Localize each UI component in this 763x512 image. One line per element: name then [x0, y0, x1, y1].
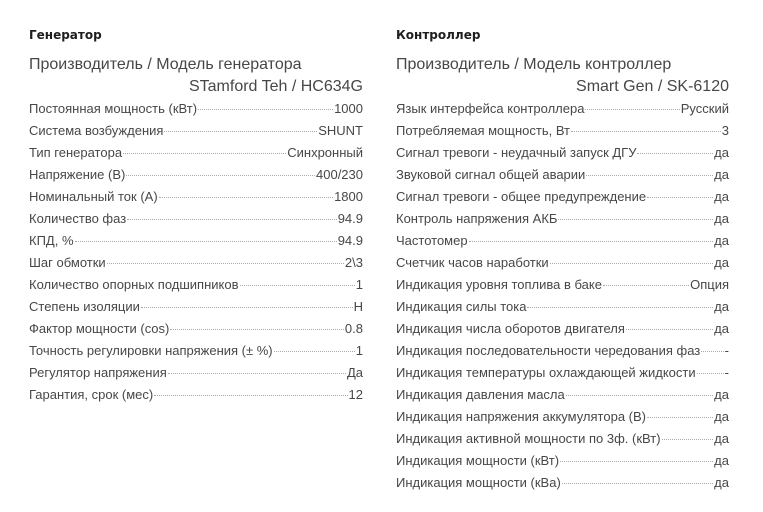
spec-value: да	[714, 409, 729, 424]
spec-row	[396, 98, 729, 120]
spec-label: Звуковой сигнал общей аварии	[396, 167, 586, 182]
dotted-leader	[168, 373, 346, 374]
spec-row	[396, 230, 729, 252]
spec-row	[396, 274, 729, 296]
spec-row	[29, 230, 363, 252]
spec-label: Шаг обмотки	[29, 255, 106, 270]
dotted-leader	[123, 153, 286, 154]
spec-label: Индикация последовательности чередования фаз	[396, 343, 701, 358]
dotted-leader	[566, 395, 713, 396]
spec-label: Постоянная мощность (кВт)	[29, 101, 198, 116]
generator-spec-list	[29, 54, 363, 98]
dotted-leader	[562, 483, 713, 484]
dotted-leader	[586, 175, 713, 176]
spec-label: Индикация напряжения аккумулятора (В)	[396, 409, 646, 424]
spec-label: Гарантия, срок (мес)	[29, 387, 154, 402]
spec-row	[29, 164, 363, 186]
spec-row	[396, 120, 729, 142]
spec-row	[396, 208, 729, 230]
spec-label: Количество опорных подшипников	[29, 277, 239, 292]
spec-row	[396, 406, 729, 428]
dotted-leader	[560, 461, 713, 462]
spec-value: -	[724, 343, 729, 358]
generator-spec-rows	[29, 98, 363, 406]
spec-row	[396, 142, 729, 164]
spec-value: SHUNT	[318, 123, 363, 138]
spec-value: 12	[348, 387, 363, 402]
controller-spec-rows	[396, 98, 729, 494]
dotted-leader	[571, 131, 721, 132]
dotted-leader	[164, 131, 317, 132]
spec-value: H	[353, 299, 363, 314]
spec-label: Степень изоляции	[29, 299, 140, 314]
spec-value: да	[714, 233, 729, 248]
spec-row	[29, 186, 363, 208]
spec-row	[29, 318, 363, 340]
spec-value: STamford Teh / HC634G	[188, 78, 363, 95]
spec-row	[396, 186, 729, 208]
spec-value: да	[714, 387, 729, 402]
dotted-leader	[198, 109, 333, 110]
spec-label: Производитель / Модель генератора	[29, 56, 302, 73]
spec-row	[29, 252, 363, 274]
spec-label: Индикация уровня топлива в баке	[396, 277, 602, 292]
spec-row	[396, 252, 729, 274]
spec-value: -	[724, 365, 729, 380]
dotted-leader	[274, 351, 355, 352]
spec-row	[396, 340, 729, 362]
spec-label: Потребляемая мощность, Вт	[396, 123, 571, 138]
spec-value: да	[714, 299, 729, 314]
spec-label: Индикация мощности (кВа)	[396, 475, 561, 490]
spec-value: 1800	[334, 189, 363, 204]
spec-value: 400/230	[316, 167, 363, 182]
spec-row	[29, 296, 363, 318]
spec-label: Сигнал тревоги - общее предупреждение	[396, 189, 647, 204]
spec-value: да	[714, 145, 729, 160]
spec-row	[396, 428, 729, 450]
spec-value: да	[714, 453, 729, 468]
generator-title: Генератор	[29, 28, 102, 42]
spec-value: 2\3	[344, 255, 363, 270]
spec-value: 0.8	[344, 321, 363, 336]
dotted-leader	[141, 307, 353, 308]
spec-label: Счетчик часов наработки	[396, 255, 549, 270]
spec-value: Опция	[690, 277, 729, 292]
spec-value: 1	[355, 277, 363, 292]
spec-row	[29, 384, 363, 406]
spec-label: Индикация температуры охлаждающей жидкости	[396, 365, 696, 380]
controller-title: Контроллер	[396, 28, 481, 42]
dotted-leader	[550, 263, 714, 264]
spec-label: Индикация мощности (кВт)	[396, 453, 560, 468]
spec-label: Язык интерфейса контроллера	[396, 101, 585, 116]
spec-row	[29, 208, 363, 230]
spec-row	[29, 120, 363, 142]
spec-label: Индикация активной мощности по 3ф. (кВт)	[396, 431, 661, 446]
spec-row	[29, 340, 363, 362]
spec-label: Тип генератора	[29, 145, 123, 160]
spec-row	[396, 362, 729, 384]
spec-label: Индикация давления масла	[396, 387, 565, 402]
spec-label: Напряжение (В)	[29, 167, 126, 182]
spec-value: Синхронный	[287, 145, 363, 160]
spec-value: да	[714, 189, 729, 204]
dotted-leader	[585, 109, 679, 110]
dotted-leader	[701, 351, 723, 352]
spec-row	[396, 450, 729, 472]
dotted-leader	[107, 263, 344, 264]
spec-label: Система возбуждения	[29, 123, 164, 138]
dotted-leader	[527, 307, 713, 308]
dotted-leader	[637, 153, 713, 154]
spec-label: Фактор мощности (cos)	[29, 321, 170, 336]
spec-value: да	[714, 475, 729, 490]
dotted-leader	[626, 329, 713, 330]
spec-value: да	[714, 211, 729, 226]
spec-value: да	[714, 321, 729, 336]
dotted-leader	[154, 395, 347, 396]
spec-label: Точность регулировки напряжения (± %)	[29, 343, 273, 358]
spec-value: 94.9	[337, 233, 363, 248]
spec-value: 94.9	[337, 211, 363, 226]
dotted-leader	[647, 417, 713, 418]
controller-spec-list	[396, 54, 729, 98]
dotted-leader	[127, 219, 337, 220]
dotted-leader	[603, 285, 689, 286]
spec-value: Русский	[680, 101, 729, 116]
spec-label: Количество фаз	[29, 211, 127, 226]
controller-section	[396, 26, 729, 494]
spec-row-generator-model	[29, 54, 363, 98]
dotted-leader	[697, 373, 724, 374]
spec-row	[29, 142, 363, 164]
dotted-leader	[647, 197, 713, 198]
spec-row	[396, 472, 729, 494]
spec-value: 3	[721, 123, 729, 138]
dotted-leader	[240, 285, 355, 286]
spec-row	[29, 274, 363, 296]
spec-label: Частотомер	[396, 233, 468, 248]
dotted-leader	[558, 219, 713, 220]
dotted-leader	[126, 175, 315, 176]
spec-label: КПД, %	[29, 233, 74, 248]
spec-value: да	[714, 431, 729, 446]
spec-value: 1000	[334, 101, 363, 116]
spec-value: Да	[346, 365, 363, 380]
spec-row	[29, 362, 363, 384]
spec-row	[396, 318, 729, 340]
spec-row-controller-model	[396, 54, 729, 98]
spec-value: да	[714, 167, 729, 182]
dotted-leader	[159, 197, 333, 198]
generator-section	[29, 26, 363, 406]
spec-row	[396, 296, 729, 318]
spec-label: Производитель / Модель контроллер	[396, 56, 672, 73]
dotted-leader	[469, 241, 714, 242]
spec-label: Индикация числа оборотов двигателя	[396, 321, 625, 336]
spec-label: Контроль напряжения АКБ	[396, 211, 558, 226]
spec-row	[29, 98, 363, 120]
spec-label: Номинальный ток (А)	[29, 189, 158, 204]
spec-row	[396, 384, 729, 406]
spec-label: Индикация силы тока	[396, 299, 527, 314]
spec-value: да	[714, 255, 729, 270]
dotted-leader	[662, 439, 714, 440]
spec-label: Сигнал тревоги - неудачный запуск ДГУ	[396, 145, 637, 160]
spec-label: Регулятор напряжения	[29, 365, 167, 380]
dotted-leader	[75, 241, 337, 242]
dotted-leader	[170, 329, 344, 330]
spec-row	[396, 164, 729, 186]
spec-value: 1	[355, 343, 363, 358]
spec-value: Smart Gen / SK-6120	[576, 78, 729, 95]
